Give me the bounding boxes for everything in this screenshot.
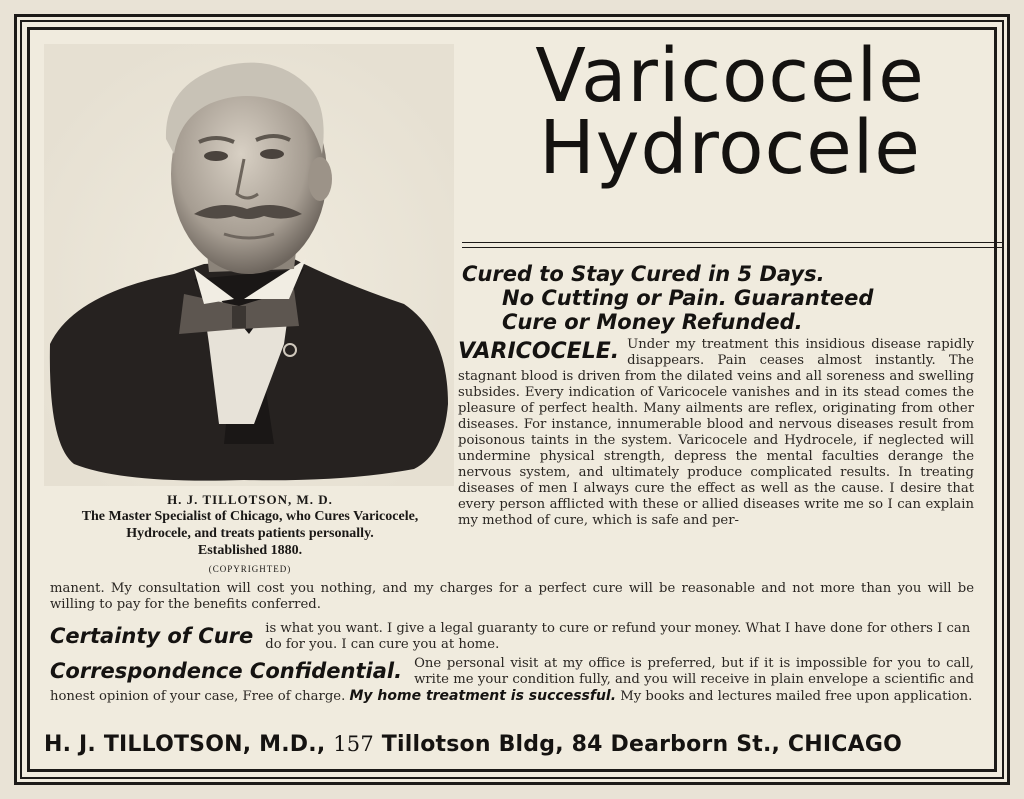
certainty-text: is what you want. I give a legal guaranty to cure or refund your money. What I have done for others I can do for you. I can cure you at home. [265, 621, 971, 652]
caption-line-3: Established 1880. [197, 543, 303, 558]
caption-line-1: The Master Specialist of Chicago, who Cures Varicocele, [81, 509, 419, 524]
caption-copyright: (COPYRIGHTED) [208, 564, 292, 574]
headline-line-1: Varicocele [535, 33, 925, 119]
subheading-line-2: No Cutting or Pain. Guaranteed [502, 286, 874, 310]
footer-name: H. J. TILLOTSON, M.D., [44, 732, 326, 757]
varicocele-text: Under my treatment this insidious disease rapidly disappears. Pain ceases almost instantly. The stagnant blood is driven from the dilated veins and all soreness and swelling subsides. Every indication of Varicocele vanishes and in its stead comes the pleasure of perfect health. Many ailments are reflex, originating from other diseases. For instance, innumerable blood and nervous diseases result from poisonous taints in the system. Varicocele and Hydrocele, if neglected will undermine physical strength, depress the mental faculties derange the nervous system, and ultimately produce complicated results. In treating diseases of men I always cure the effect as well as the cause. I desire that every person afflicted with these or allied diseases write me so I can explain my method of cure, which is safe and per- [458, 337, 974, 528]
subheading [462, 262, 1002, 334]
subheading-line-1: Cured to Stay Cured in 5 Days. [462, 262, 825, 286]
varicocele-section [458, 337, 974, 529]
footer-street: Tillotson Bldg, 84 Dearborn St., CHICAGO [381, 732, 903, 757]
caption-line-2: Hydrocele, and treats patients personally. [126, 526, 374, 541]
caption-name: H. J. TILLOTSON, M. D. [167, 492, 333, 507]
headline [470, 33, 990, 191]
certainty-heading: Certainty of Cure [50, 624, 254, 648]
portrait-caption [40, 491, 460, 578]
correspondence-text: One personal visit at my office is preferred, but if it is impossible for you to call, write me your condition fully, and you will receive in plain envelope a scientific and honest opinion of your case, Free of charge. [50, 656, 974, 704]
correspondence-heading: Correspondence Confidential. [50, 659, 403, 683]
consultation-paragraph: manent. My consultation will cost you nothing, and my charges for a perfect cure will be reasonable and not more than you will be willing to pay for the benefits conferred. [50, 581, 974, 612]
subheading-line-3: Cure or Money Refunded. [502, 310, 803, 334]
headline-line-2: Hydrocele [539, 105, 921, 191]
varicocele-heading: VARICOCELE. [458, 339, 620, 364]
books-offer-text: My books and lectures mailed free upon application. [620, 689, 973, 704]
portrait-image [44, 44, 454, 486]
home-treatment-claim: My home treatment is successful. [349, 688, 617, 704]
footer-address [44, 732, 978, 757]
footer-number: 157 [333, 732, 374, 756]
correspondence-section [50, 656, 974, 705]
headline-rule-bottom [462, 247, 1004, 248]
headline-rule-top [462, 242, 1004, 243]
certainty-section [50, 621, 974, 653]
